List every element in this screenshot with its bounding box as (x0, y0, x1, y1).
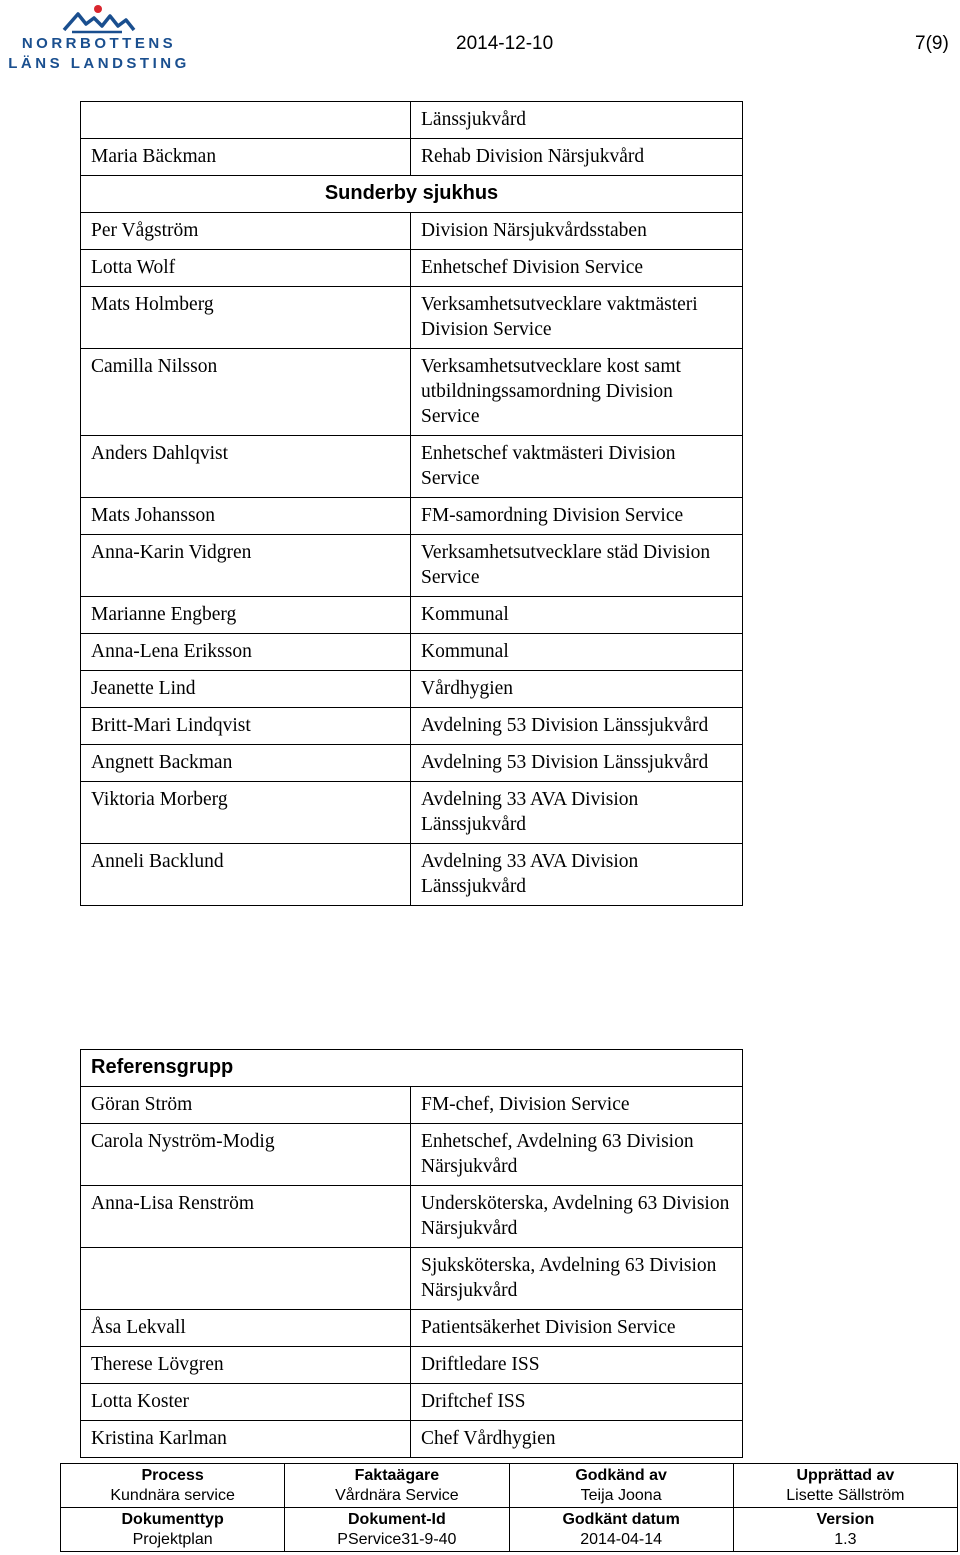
footer-process (61, 1464, 285, 1508)
person-name-cell: Göran Ström (81, 1087, 411, 1124)
person-name-cell: Camilla Nilsson (81, 349, 411, 436)
table-row (81, 1421, 743, 1458)
person-name-cell: Lotta Wolf (81, 250, 411, 287)
participants-table (80, 101, 743, 906)
role-cell: Kommunal (411, 597, 743, 634)
person-name-cell: Carola Nyström-Modig (81, 1124, 411, 1186)
footer-owner (285, 1464, 509, 1508)
footer-value: Kundnära service (110, 1486, 235, 1504)
person-name-cell: Mats Holmberg (81, 287, 411, 349)
person-name-cell: Anders Dahlqvist (81, 436, 411, 498)
table-row (81, 1186, 743, 1248)
table-row (81, 1347, 743, 1384)
footer-approved-by (509, 1464, 733, 1508)
footer-value: Vårdnära Service (335, 1486, 459, 1504)
role-cell: Enhetschef vaktmästeri Division Service (411, 436, 743, 498)
footer-row-2 (61, 1508, 958, 1552)
document-footer-table (60, 1463, 958, 1552)
role-cell: Enhetschef, Avdelning 63 Division Närsjukvård (411, 1124, 743, 1186)
footer-label: Dokumenttyp (121, 1510, 224, 1528)
person-name-cell: Angnett Backman (81, 745, 411, 782)
table-row (81, 708, 743, 745)
person-name-cell: Therese Lövgren (81, 1347, 411, 1384)
table-row (81, 782, 743, 844)
role-cell: Enhetschef Division Service (411, 250, 743, 287)
person-name-cell: Britt-Mari Lindqvist (81, 708, 411, 745)
person-name-cell: Jeanette Lind (81, 671, 411, 708)
footer-label: Process (141, 1466, 204, 1484)
table-row (81, 1124, 743, 1186)
table-row (81, 176, 743, 213)
table-row (81, 597, 743, 634)
table-row (81, 139, 743, 176)
role-cell: Kommunal (411, 634, 743, 671)
role-cell: Driftledare ISS (411, 1347, 743, 1384)
footer-value: Lisette Sällström (786, 1486, 905, 1504)
footer-value: Projektplan (132, 1530, 213, 1548)
footer-label: Godkänt datum (562, 1510, 680, 1528)
footer-label: Version (816, 1510, 875, 1528)
footer-version (733, 1508, 957, 1552)
table-row (81, 1087, 743, 1124)
footer-value: Teija Joona (580, 1486, 662, 1504)
footer-created-by (733, 1464, 957, 1508)
footer-value: PService31-9-40 (337, 1530, 457, 1548)
person-name-cell: Mats Johansson (81, 498, 411, 535)
footer-value: 1.3 (834, 1530, 857, 1548)
person-name-cell: Kristina Karlman (81, 1421, 411, 1458)
role-cell: Driftchef ISS (411, 1384, 743, 1421)
role-cell: Länssjukvård (411, 102, 743, 139)
table-row (81, 213, 743, 250)
role-cell: FM-samordning Division Service (411, 498, 743, 535)
footer-label: Godkänd av (575, 1466, 667, 1484)
table-row (81, 745, 743, 782)
person-name-cell: Lotta Koster (81, 1384, 411, 1421)
role-cell: FM-chef, Division Service (411, 1087, 743, 1124)
table-row (81, 1248, 743, 1310)
footer-approved-date (509, 1508, 733, 1552)
table-row (81, 102, 743, 139)
footer-document-type (61, 1508, 285, 1552)
reference-group-heading-row (81, 1050, 743, 1087)
page-number: 7(9) (915, 33, 949, 54)
person-name-cell: Åsa Lekvall (81, 1310, 411, 1347)
reference-group-heading: Referensgrupp (81, 1050, 743, 1087)
table-row (81, 1384, 743, 1421)
document-date: 2014-12-10 (456, 33, 554, 54)
person-name-cell: Viktoria Morberg (81, 782, 411, 844)
footer-value: 2014-04-14 (580, 1530, 663, 1548)
table-row (81, 634, 743, 671)
section-heading: Sunderby sjukhus (81, 176, 743, 213)
role-cell: Avdelning 33 AVA Division Länssjukvård (411, 782, 743, 844)
person-name-cell: Marianne Engberg (81, 597, 411, 634)
table-row (81, 1310, 743, 1347)
person-name-cell (81, 102, 411, 139)
footer-label: Dokument-Id (347, 1510, 446, 1528)
role-cell: Verksamhetsutvecklare vaktmästeri Division Service (411, 287, 743, 349)
norrbottens-lans-landsting-logo (4, 4, 194, 74)
table-row (81, 498, 743, 535)
table-row (81, 671, 743, 708)
role-cell: Division Närsjukvårdsstaben (411, 213, 743, 250)
person-name-cell: Anna-Karin Vidgren (81, 535, 411, 597)
table-row (81, 287, 743, 349)
logo-text-line1: NORRBOTTENS (21, 35, 177, 52)
logo-wave-icon (62, 4, 136, 34)
role-cell: Rehab Division Närsjukvård (411, 139, 743, 176)
table-row (81, 436, 743, 498)
table-row (81, 535, 743, 597)
footer-document-id (285, 1508, 509, 1552)
person-name-cell: Anneli Backlund (81, 844, 411, 906)
role-cell: Vårdhygien (411, 671, 743, 708)
reference-group-table (80, 1049, 743, 1458)
person-name-cell: Anna-Lena Eriksson (81, 634, 411, 671)
person-name-cell: Anna-Lisa Renström (81, 1186, 411, 1248)
role-cell: Avdelning 53 Division Länssjukvård (411, 745, 743, 782)
footer-label: Upprättad av (796, 1466, 895, 1484)
table-row (81, 349, 743, 436)
logo-text-line2: LÄNS LANDSTING (8, 55, 190, 72)
footer-label: Faktaägare (354, 1466, 440, 1484)
table-row (81, 844, 743, 906)
role-cell: Avdelning 33 AVA Division Länssjukvård (411, 844, 743, 906)
role-cell: Chef Vårdhygien (411, 1421, 743, 1458)
role-cell: Verksamhetsutvecklare städ Division Service (411, 535, 743, 597)
person-name-cell: Per Vågström (81, 213, 411, 250)
person-name-cell (81, 1248, 411, 1310)
role-cell: Verksamhetsutvecklare kost samt utbildningssamordning Division Service (411, 349, 743, 436)
role-cell: Patientsäkerhet Division Service (411, 1310, 743, 1347)
role-cell: Avdelning 53 Division Länssjukvård (411, 708, 743, 745)
role-cell: Undersköterska, Avdelning 63 Division Närsjukvård (411, 1186, 743, 1248)
table-row (81, 250, 743, 287)
role-cell: Sjuksköterska, Avdelning 63 Division Närsjukvård (411, 1248, 743, 1310)
person-name-cell: Maria Bäckman (81, 139, 411, 176)
footer-row-1 (61, 1464, 958, 1508)
